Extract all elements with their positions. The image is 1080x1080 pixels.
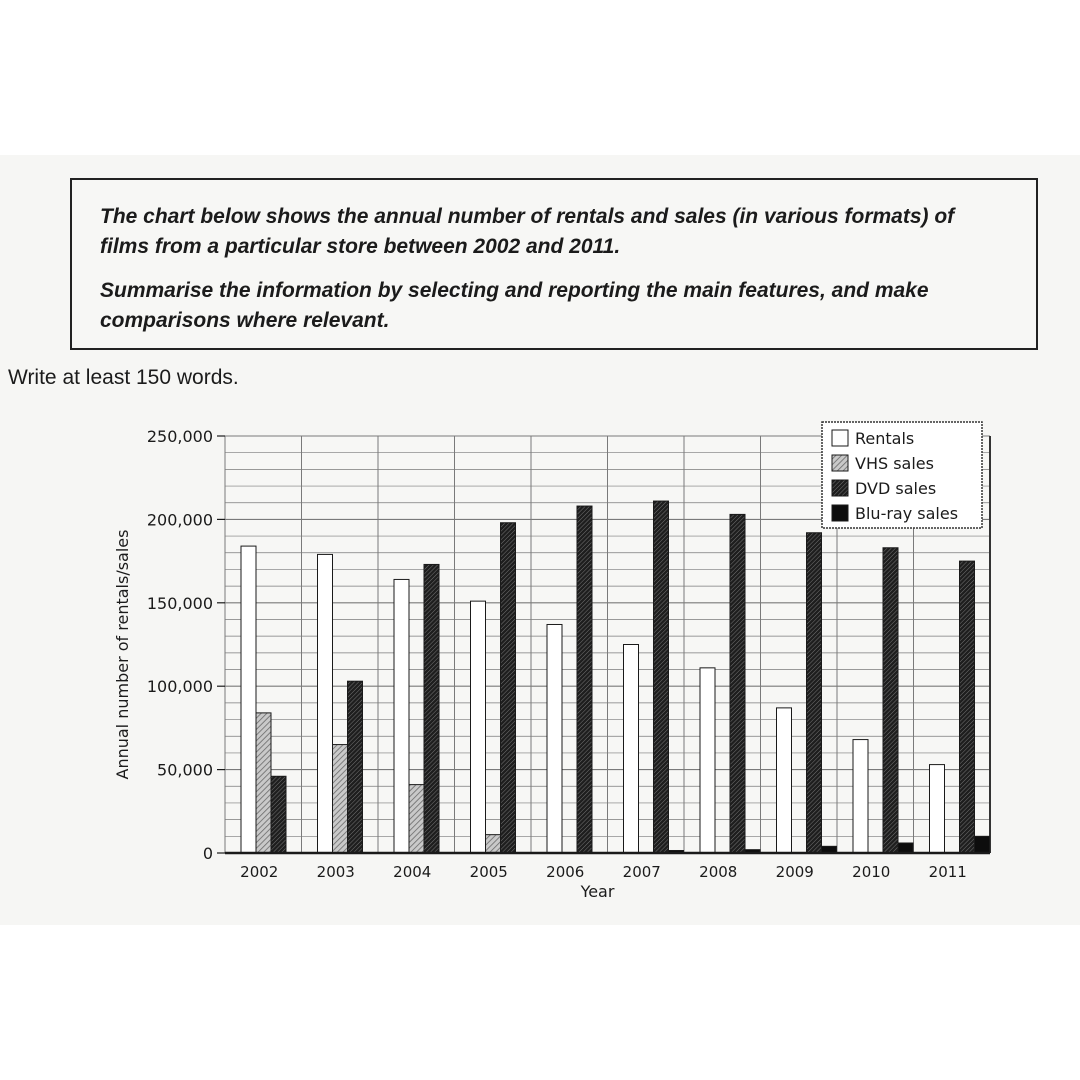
legend — [822, 422, 982, 528]
y-tick-label: 50,000 — [157, 760, 213, 780]
bar-rentals-2011 — [930, 765, 945, 853]
bar-dvd-sales-2008 — [730, 514, 745, 853]
bar-dvd-sales-2010 — [883, 548, 898, 853]
bar-chart — [100, 410, 1000, 910]
bar-rentals-2010 — [853, 740, 868, 853]
bar-vhs-sales-2005 — [486, 835, 501, 853]
legend-swatch-dvd-sales — [832, 480, 848, 496]
bar-dvd-sales-2003 — [348, 681, 363, 853]
task-box — [70, 178, 1038, 350]
task-summary-instruction: Summarise the information by selecting and reporting the main features, and make comparisons where relevant. — [100, 279, 929, 332]
bar-vhs-sales-2004 — [409, 785, 424, 853]
bar-dvd-sales-2004 — [424, 564, 439, 853]
x-tick-label: 2009 — [775, 863, 814, 881]
bar-blu-ray-sales-2010 — [898, 843, 913, 853]
bar-dvd-sales-2011 — [960, 561, 975, 853]
x-tick-label: 2005 — [469, 863, 508, 881]
legend-swatch-blu-ray-sales — [832, 505, 848, 521]
y-tick-label: 150,000 — [146, 593, 213, 613]
legend-label: DVD sales — [855, 479, 937, 498]
bar-rentals-2009 — [777, 708, 792, 853]
x-tick-label: 2006 — [546, 863, 585, 881]
x-tick-label: 2010 — [852, 863, 891, 881]
x-tick-label: 2002 — [240, 863, 279, 881]
bar-vhs-sales-2002 — [256, 713, 271, 853]
chart-container — [100, 410, 1000, 910]
task-prompt: The chart below shows the annual number of rentals and sales (in various formats) of films from a particular store between 2002 and 2011. — [100, 205, 955, 258]
word-count-instruction: Write at least 150 words. — [8, 366, 239, 389]
bar-dvd-sales-2009 — [807, 533, 822, 853]
legend-label: Rentals — [855, 429, 915, 448]
bar-dvd-sales-2002 — [271, 776, 286, 853]
legend-swatch-vhs-sales — [832, 455, 848, 471]
bar-rentals-2002 — [241, 546, 256, 853]
y-tick-label: 250,000 — [146, 427, 213, 446]
y-axis-title: Annual number of rentals/sales — [113, 529, 132, 780]
legend-label: Blu-ray sales — [855, 504, 959, 523]
bar-rentals-2003 — [318, 554, 333, 853]
x-tick-label: 2008 — [699, 863, 738, 881]
bar-rentals-2005 — [471, 601, 486, 853]
bar-rentals-2008 — [700, 668, 715, 853]
bar-dvd-sales-2007 — [654, 501, 669, 853]
x-tick-label: 2007 — [622, 863, 661, 881]
y-tick-label: 100,000 — [146, 677, 213, 697]
legend-label: VHS sales — [855, 454, 934, 473]
y-tick-label: 200,000 — [146, 510, 213, 530]
bar-rentals-2004 — [394, 579, 409, 853]
bar-rentals-2007 — [624, 645, 639, 854]
bar-vhs-sales-2003 — [333, 745, 348, 853]
legend-swatch-rentals — [832, 430, 848, 446]
x-tick-label: 2011 — [928, 863, 967, 881]
y-tick-label: 0 — [202, 844, 213, 863]
bar-dvd-sales-2006 — [577, 506, 592, 853]
bar-blu-ray-sales-2011 — [975, 836, 990, 853]
bar-rentals-2006 — [547, 624, 562, 853]
x-tick-label: 2003 — [316, 863, 355, 881]
bar-dvd-sales-2005 — [501, 523, 516, 853]
x-tick-label: 2004 — [393, 863, 432, 881]
x-axis-title: Year — [580, 882, 615, 901]
